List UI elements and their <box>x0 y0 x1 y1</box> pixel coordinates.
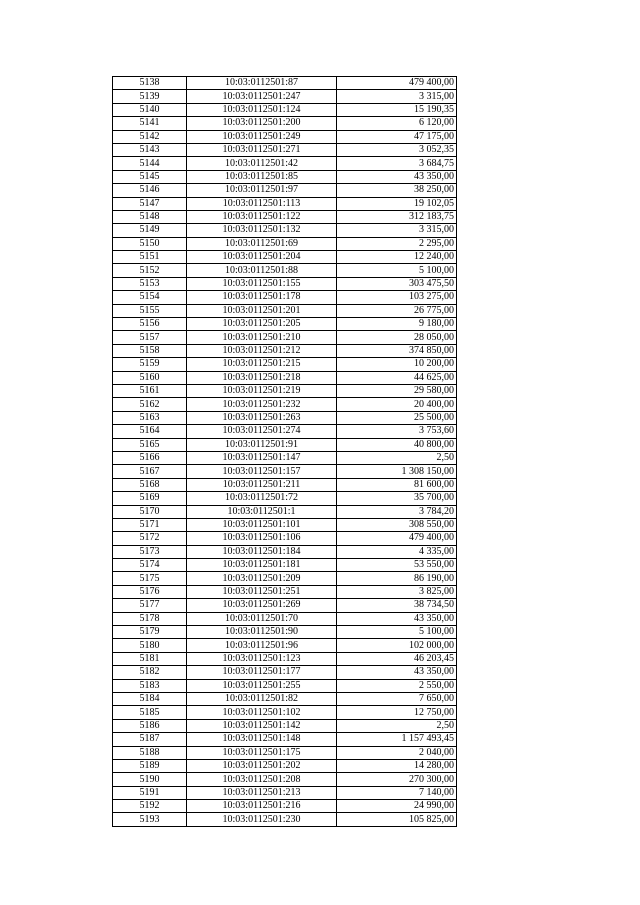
row-number-cell: 5143 <box>113 143 187 156</box>
cadastral-number-cell: 10:03:0112501:70 <box>187 612 337 625</box>
row-number-cell: 5184 <box>113 692 187 705</box>
table-row <box>113 117 457 130</box>
table-row <box>113 371 457 384</box>
value-cell: 2,50 <box>337 451 457 464</box>
cadastral-number-cell: 10:03:0112501:211 <box>187 478 337 491</box>
table-row <box>113 411 457 424</box>
row-number-cell: 5151 <box>113 251 187 264</box>
table-row <box>113 599 457 612</box>
cadastral-number-cell: 10:03:0112501:102 <box>187 706 337 719</box>
cadastral-number-cell: 10:03:0112501:204 <box>187 251 337 264</box>
value-cell: 2 295,00 <box>337 237 457 250</box>
value-cell: 1 308 150,00 <box>337 465 457 478</box>
cadastral-number-cell: 10:03:0112501:201 <box>187 304 337 317</box>
value-cell: 3 315,00 <box>337 90 457 103</box>
row-number-cell: 5158 <box>113 344 187 357</box>
cadastral-number-cell: 10:03:0112501:142 <box>187 719 337 732</box>
cadastral-number-cell: 10:03:0112501:215 <box>187 358 337 371</box>
table-row <box>113 626 457 639</box>
table-row <box>113 224 457 237</box>
row-number-cell: 5181 <box>113 652 187 665</box>
cadastral-number-cell: 10:03:0112501:209 <box>187 572 337 585</box>
value-cell: 3 825,00 <box>337 585 457 598</box>
value-cell: 20 400,00 <box>337 398 457 411</box>
table-row <box>113 585 457 598</box>
value-cell: 3 684,75 <box>337 157 457 170</box>
row-number-cell: 5140 <box>113 103 187 116</box>
row-number-cell: 5142 <box>113 130 187 143</box>
cadastral-number-cell: 10:03:0112501:123 <box>187 652 337 665</box>
row-number-cell: 5179 <box>113 626 187 639</box>
table-row <box>113 800 457 813</box>
table-row <box>113 143 457 156</box>
table-row <box>113 692 457 705</box>
table-row <box>113 184 457 197</box>
row-number-cell: 5155 <box>113 304 187 317</box>
cadastral-number-cell: 10:03:0112501:82 <box>187 692 337 705</box>
value-cell: 35 700,00 <box>337 492 457 505</box>
table-row <box>113 478 457 491</box>
table-row <box>113 304 457 317</box>
cadastral-number-cell: 10:03:0112501:178 <box>187 291 337 304</box>
value-cell: 15 190,35 <box>337 103 457 116</box>
value-cell: 3 315,00 <box>337 224 457 237</box>
table-row <box>113 786 457 799</box>
row-number-cell: 5152 <box>113 264 187 277</box>
value-cell: 3 784,20 <box>337 505 457 518</box>
row-number-cell: 5160 <box>113 371 187 384</box>
value-cell: 43 350,00 <box>337 666 457 679</box>
row-number-cell: 5189 <box>113 759 187 772</box>
row-number-cell: 5168 <box>113 478 187 491</box>
value-cell: 479 400,00 <box>337 77 457 90</box>
value-cell: 2 550,00 <box>337 679 457 692</box>
value-cell: 102 000,00 <box>337 639 457 652</box>
row-number-cell: 5145 <box>113 170 187 183</box>
row-number-cell: 5162 <box>113 398 187 411</box>
cadastral-number-cell: 10:03:0112501:155 <box>187 277 337 290</box>
value-cell: 38 250,00 <box>337 184 457 197</box>
value-cell: 5 100,00 <box>337 626 457 639</box>
value-cell: 2,50 <box>337 719 457 732</box>
value-cell: 12 240,00 <box>337 251 457 264</box>
table-row <box>113 103 457 116</box>
table-row <box>113 384 457 397</box>
row-number-cell: 5188 <box>113 746 187 759</box>
value-cell: 270 300,00 <box>337 773 457 786</box>
cadastral-number-cell: 10:03:0112501:96 <box>187 639 337 652</box>
cadastral-number-cell: 10:03:0112501:42 <box>187 157 337 170</box>
cadastral-number-cell: 10:03:0112501:181 <box>187 559 337 572</box>
value-cell: 43 350,00 <box>337 612 457 625</box>
row-number-cell: 5175 <box>113 572 187 585</box>
cadastral-number-cell: 10:03:0112501:232 <box>187 398 337 411</box>
value-cell: 1 157 493,45 <box>337 733 457 746</box>
cadastral-number-cell: 10:03:0112501:200 <box>187 117 337 130</box>
table-row <box>113 264 457 277</box>
cadastral-number-cell: 10:03:0112501:184 <box>187 545 337 558</box>
cadastral-number-cell: 10:03:0112501:88 <box>187 264 337 277</box>
value-cell: 28 050,00 <box>337 331 457 344</box>
value-cell: 312 183,75 <box>337 210 457 223</box>
value-cell: 38 734,50 <box>337 599 457 612</box>
row-number-cell: 5182 <box>113 666 187 679</box>
row-number-cell: 5191 <box>113 786 187 799</box>
value-cell: 40 800,00 <box>337 438 457 451</box>
value-cell: 86 190,00 <box>337 572 457 585</box>
value-cell: 12 750,00 <box>337 706 457 719</box>
cadastral-number-cell: 10:03:0112501:175 <box>187 746 337 759</box>
table-row <box>113 679 457 692</box>
row-number-cell: 5180 <box>113 639 187 652</box>
row-number-cell: 5167 <box>113 465 187 478</box>
row-number-cell: 5190 <box>113 773 187 786</box>
row-number-cell: 5192 <box>113 800 187 813</box>
row-number-cell: 5174 <box>113 559 187 572</box>
cadastral-number-cell: 10:03:0112501:218 <box>187 371 337 384</box>
table-row <box>113 639 457 652</box>
value-cell: 46 203,45 <box>337 652 457 665</box>
row-number-cell: 5176 <box>113 585 187 598</box>
value-cell: 5 100,00 <box>337 264 457 277</box>
cadastral-number-cell: 10:03:0112501:87 <box>187 77 337 90</box>
value-cell: 7 650,00 <box>337 692 457 705</box>
row-number-cell: 5166 <box>113 451 187 464</box>
value-cell: 3 753,60 <box>337 425 457 438</box>
table-row <box>113 759 457 772</box>
table-row <box>113 733 457 746</box>
table-row <box>113 157 457 170</box>
table-row <box>113 612 457 625</box>
row-number-cell: 5183 <box>113 679 187 692</box>
row-number-cell: 5156 <box>113 318 187 331</box>
table-row <box>113 318 457 331</box>
cadastral-number-cell: 10:03:0112501:1 <box>187 505 337 518</box>
value-cell: 3 052,35 <box>337 143 457 156</box>
cadastral-number-cell: 10:03:0112501:249 <box>187 130 337 143</box>
cadastral-number-cell: 10:03:0112501:148 <box>187 733 337 746</box>
row-number-cell: 5148 <box>113 210 187 223</box>
table-row <box>113 277 457 290</box>
cadastral-number-cell: 10:03:0112501:113 <box>187 197 337 210</box>
row-number-cell: 5141 <box>113 117 187 130</box>
row-number-cell: 5138 <box>113 77 187 90</box>
cadastral-number-cell: 10:03:0112501:147 <box>187 451 337 464</box>
value-cell: 19 102,05 <box>337 197 457 210</box>
cadastral-number-cell: 10:03:0112501:219 <box>187 384 337 397</box>
row-number-cell: 5159 <box>113 358 187 371</box>
cadastral-number-cell: 10:03:0112501:202 <box>187 759 337 772</box>
cadastral-number-cell: 10:03:0112501:208 <box>187 773 337 786</box>
table-row <box>113 77 457 90</box>
row-number-cell: 5154 <box>113 291 187 304</box>
value-cell: 103 275,00 <box>337 291 457 304</box>
cadastral-number-cell: 10:03:0112501:85 <box>187 170 337 183</box>
table-row <box>113 813 457 826</box>
table-row <box>113 666 457 679</box>
row-number-cell: 5157 <box>113 331 187 344</box>
value-cell: 26 775,00 <box>337 304 457 317</box>
table-row <box>113 398 457 411</box>
row-number-cell: 5186 <box>113 719 187 732</box>
row-number-cell: 5169 <box>113 492 187 505</box>
row-number-cell: 5161 <box>113 384 187 397</box>
value-cell: 7 140,00 <box>337 786 457 799</box>
table-row <box>113 344 457 357</box>
table-row <box>113 492 457 505</box>
table-row <box>113 438 457 451</box>
cadastral-number-cell: 10:03:0112501:205 <box>187 318 337 331</box>
value-cell: 14 280,00 <box>337 759 457 772</box>
row-number-cell: 5165 <box>113 438 187 451</box>
table-row <box>113 451 457 464</box>
row-number-cell: 5146 <box>113 184 187 197</box>
cadastral-number-cell: 10:03:0112501:122 <box>187 210 337 223</box>
cadastral-number-cell: 10:03:0112501:101 <box>187 518 337 531</box>
cadastral-number-cell: 10:03:0112501:157 <box>187 465 337 478</box>
cadastral-number-cell: 10:03:0112501:106 <box>187 532 337 545</box>
table-row <box>113 719 457 732</box>
cadastral-number-cell: 10:03:0112501:216 <box>187 800 337 813</box>
row-number-cell: 5171 <box>113 518 187 531</box>
cadastral-number-cell: 10:03:0112501:91 <box>187 438 337 451</box>
value-cell: 479 400,00 <box>337 532 457 545</box>
table-row <box>113 559 457 572</box>
value-cell: 44 625,00 <box>337 371 457 384</box>
cadastral-number-cell: 10:03:0112501:177 <box>187 666 337 679</box>
row-number-cell: 5150 <box>113 237 187 250</box>
cadastral-number-cell: 10:03:0112501:271 <box>187 143 337 156</box>
value-cell: 25 500,00 <box>337 411 457 424</box>
cadastral-number-cell: 10:03:0112501:210 <box>187 331 337 344</box>
row-number-cell: 5187 <box>113 733 187 746</box>
table-row <box>113 545 457 558</box>
table-row <box>113 358 457 371</box>
cadastral-number-cell: 10:03:0112501:69 <box>187 237 337 250</box>
row-number-cell: 5177 <box>113 599 187 612</box>
cadastral-number-cell: 10:03:0112501:212 <box>187 344 337 357</box>
table-row <box>113 465 457 478</box>
row-number-cell: 5153 <box>113 277 187 290</box>
cadastral-number-cell: 10:03:0112501:90 <box>187 626 337 639</box>
table-row <box>113 291 457 304</box>
table-row <box>113 90 457 103</box>
table-row <box>113 706 457 719</box>
table-row <box>113 746 457 759</box>
cadastral-number-cell: 10:03:0112501:124 <box>187 103 337 116</box>
table-row <box>113 773 457 786</box>
table-row <box>113 210 457 223</box>
table-row <box>113 237 457 250</box>
table-row <box>113 425 457 438</box>
cadastral-number-cell: 10:03:0112501:255 <box>187 679 337 692</box>
row-number-cell: 5139 <box>113 90 187 103</box>
row-number-cell: 5193 <box>113 813 187 826</box>
cadastral-number-cell: 10:03:0112501:72 <box>187 492 337 505</box>
table-row <box>113 331 457 344</box>
row-number-cell: 5149 <box>113 224 187 237</box>
table-row <box>113 572 457 585</box>
row-number-cell: 5170 <box>113 505 187 518</box>
cadastral-number-cell: 10:03:0112501:230 <box>187 813 337 826</box>
row-number-cell: 5164 <box>113 425 187 438</box>
table-row <box>113 170 457 183</box>
row-number-cell: 5172 <box>113 532 187 545</box>
table-row <box>113 130 457 143</box>
table-row <box>113 505 457 518</box>
row-number-cell: 5163 <box>113 411 187 424</box>
row-number-cell: 5178 <box>113 612 187 625</box>
table-row <box>113 251 457 264</box>
cadastral-number-cell: 10:03:0112501:269 <box>187 599 337 612</box>
row-number-cell: 5144 <box>113 157 187 170</box>
table-row <box>113 518 457 531</box>
cadastral-number-cell: 10:03:0112501:97 <box>187 184 337 197</box>
value-cell: 303 475,50 <box>337 277 457 290</box>
value-cell: 24 990,00 <box>337 800 457 813</box>
value-cell: 47 175,00 <box>337 130 457 143</box>
value-cell: 4 335,00 <box>337 545 457 558</box>
cadastral-number-cell: 10:03:0112501:132 <box>187 224 337 237</box>
table-row <box>113 532 457 545</box>
value-cell: 105 825,00 <box>337 813 457 826</box>
value-cell: 6 120,00 <box>337 117 457 130</box>
value-cell: 308 550,00 <box>337 518 457 531</box>
cadastral-number-cell: 10:03:0112501:263 <box>187 411 337 424</box>
value-cell: 9 180,00 <box>337 318 457 331</box>
value-cell: 81 600,00 <box>337 478 457 491</box>
cadastral-number-cell: 10:03:0112501:247 <box>187 90 337 103</box>
table-row <box>113 197 457 210</box>
row-number-cell: 5185 <box>113 706 187 719</box>
value-cell: 374 850,00 <box>337 344 457 357</box>
value-cell: 2 040,00 <box>337 746 457 759</box>
value-cell: 29 580,00 <box>337 384 457 397</box>
value-cell: 53 550,00 <box>337 559 457 572</box>
row-number-cell: 5173 <box>113 545 187 558</box>
cadastral-number-cell: 10:03:0112501:251 <box>187 585 337 598</box>
cadastral-values-table <box>112 76 457 827</box>
row-number-cell: 5147 <box>113 197 187 210</box>
value-cell: 10 200,00 <box>337 358 457 371</box>
table-row <box>113 652 457 665</box>
value-cell: 43 350,00 <box>337 170 457 183</box>
cadastral-number-cell: 10:03:0112501:213 <box>187 786 337 799</box>
table-body <box>113 77 457 827</box>
cadastral-number-cell: 10:03:0112501:274 <box>187 425 337 438</box>
